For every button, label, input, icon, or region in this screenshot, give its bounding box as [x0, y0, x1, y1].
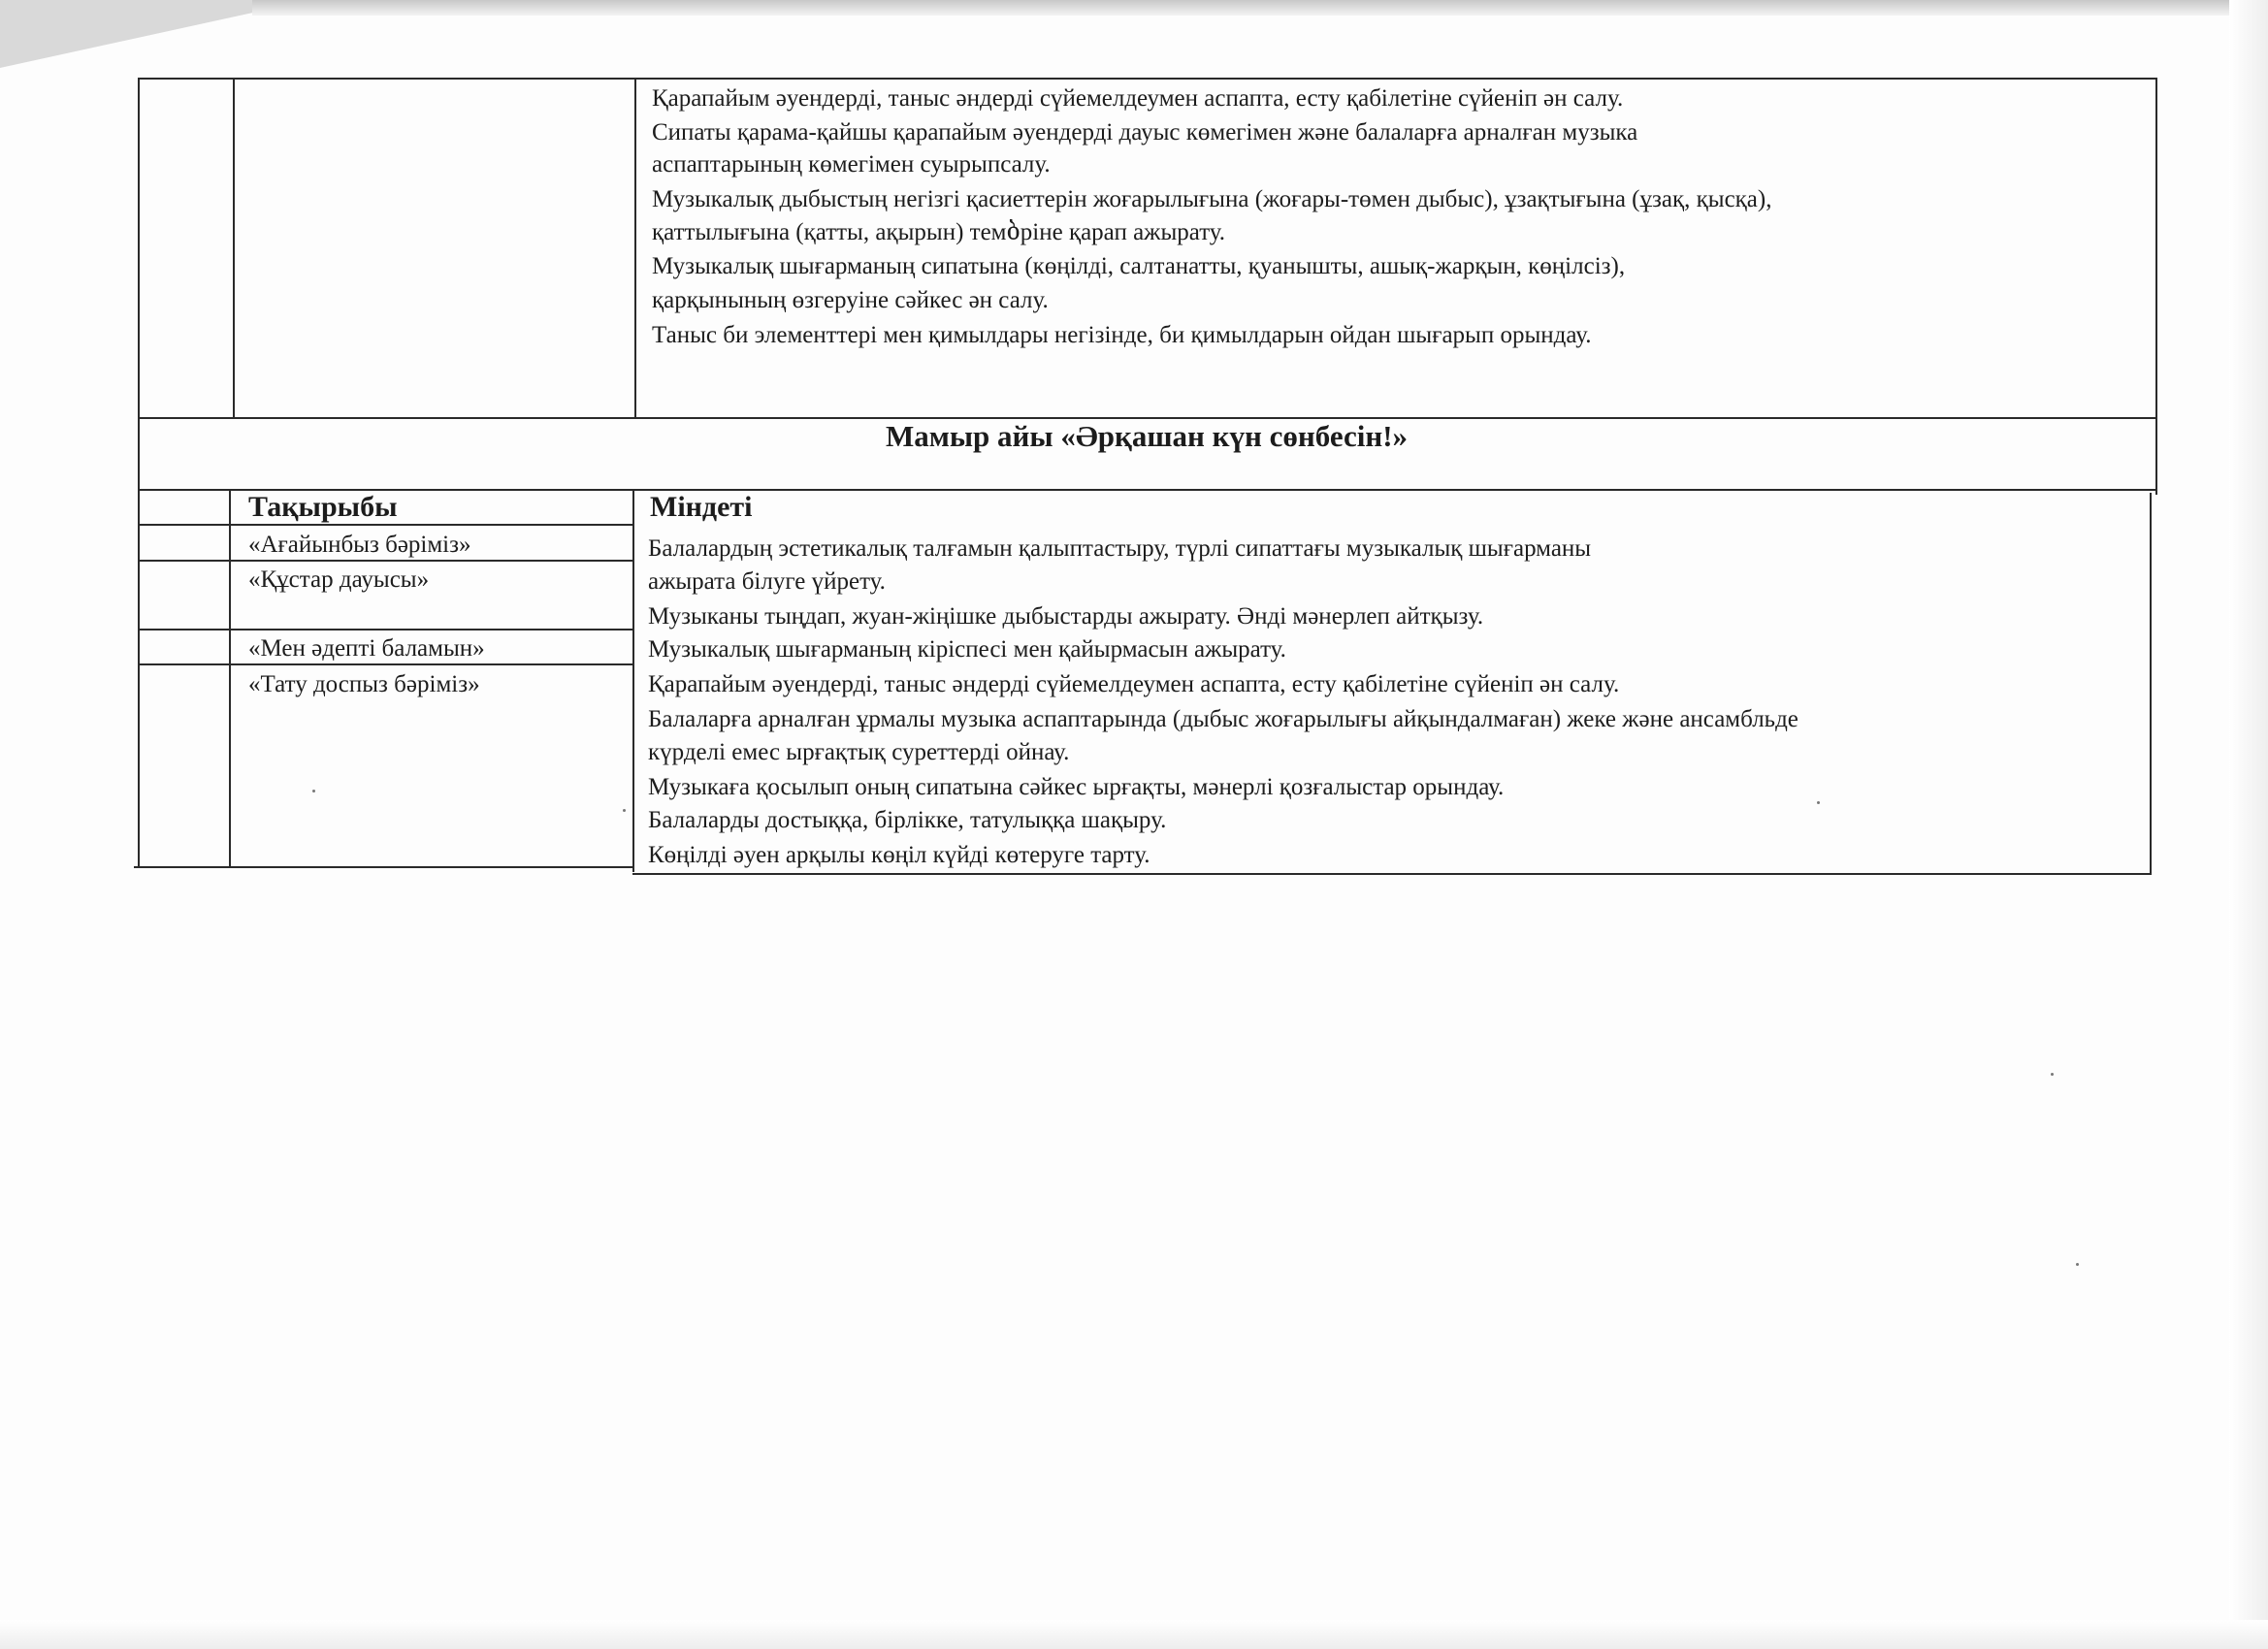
topic-cell: «Тату доспыз бәріміз» [248, 671, 480, 697]
scan-speck [623, 809, 626, 812]
header-topic: Тақырыбы [248, 491, 398, 523]
topic-cell: «Құстар дауысы» [248, 566, 430, 593]
scan-speck [312, 790, 315, 792]
task-line: Балалардың эстетикалық талғамын қалыптастыру, түрлі сипаттағы музыкалық шығарманы [648, 535, 1592, 562]
upper-col2-divider [634, 78, 636, 417]
task-line: Музыканы тыңдап, жуан-жіңішке дыбыстарды ажырату. Әнді мәнерлеп айтқызу. [648, 603, 1484, 630]
header-task: Міндеті [650, 491, 753, 523]
topic-cell: «Ағайынбыз бәріміз» [248, 532, 471, 558]
upper-col1-divider [233, 78, 235, 417]
scan-speck [1817, 801, 1820, 804]
task-line: Музыкалық шығарманың кіріспесі мен қайырмасын ажырату. [648, 636, 1286, 663]
upper-right-border [2155, 78, 2157, 422]
upper-task-line: Музыкалық шығарманың сипатына (көңілді, салтанатты, қуанышты, ашық-жарқын, көңілсіз), [652, 253, 1626, 279]
lower-left-border [138, 489, 140, 867]
topic-cell: «Мен әдепті баламын» [248, 635, 485, 662]
task-line: Көңілді әуен арқылы көңіл күйді көтеруге тарту. [648, 842, 1150, 868]
upper-task-line: Музыкалық дыбыстың негізгі қасиеттерін жоғарылығына (жоғары-төмен дыбыс), ұзақтығына (ұзақ, қысқа), [652, 186, 1772, 212]
task-line: ажырата білуге үйрету. [648, 568, 886, 595]
upper-task-line: аспаптарының көмегімен суырыпсалу. [652, 151, 1051, 178]
lower-bottom-border-right [632, 873, 2152, 875]
section-right-border [2155, 417, 2157, 495]
upper-task-line: Сипаты қарама-қайшы қарапайым әуендерді дауыс көмегімен және балаларға арналған музыка [652, 119, 1638, 146]
scan-bottom-edge [0, 1620, 2268, 1649]
upper-task-line: қарқынының өзгеруіне сәйкес ән салу. [652, 287, 1049, 313]
row-divider [138, 524, 634, 526]
lower-col1-divider [229, 489, 231, 867]
lower-bottom-border-left [134, 866, 634, 868]
task-line: Балаларға арналған ұрмалы музыка аспаптарында (дыбыс жоғарылығы айқындалмаған) жеке және ансамбльде [648, 706, 1798, 732]
section-title: Мамыр айы «Әрқашан күн сөнбесін!» [885, 419, 1409, 453]
upper-task-line: Қарапайым әуендерді, таныс әндерді сүйемелдеумен аспапта, есту қабілетіне сүйеніп ән салу. [652, 85, 1624, 112]
row-divider [138, 629, 634, 630]
scan-speck [2051, 1073, 2054, 1076]
lower-col2-divider [632, 489, 634, 872]
task-line: күрделі емес ырғақтық суреттерді ойнау. [648, 739, 1070, 765]
scan-top-edge [252, 0, 2268, 16]
scan-speck [2076, 1263, 2079, 1266]
task-line: Қарапайым әуендерді, таныс әндерді сүйемелдеумен аспапта, есту қабілетіне сүйеніп ән салу. [648, 671, 1620, 697]
upper-task-line: қаттылығына (қатты, ақырын) темბріне қарап ажырату. [652, 219, 1226, 245]
upper-left-border [138, 78, 140, 417]
task-line: Музыкаға қосылып оның сипатына сәйкес ырғақты, мәнерлі қозғалыстар орындау. [648, 774, 1505, 800]
lower-top-border [138, 489, 2157, 491]
task-line: Балаларды достыққа, бірлікке, татулыққа шақыру. [648, 807, 1167, 833]
lower-right-border [2150, 493, 2152, 875]
upper-top-border [138, 78, 2157, 80]
scan-right-edge [2229, 0, 2268, 1649]
upper-task-line: Таныс би элементтері мен қимылдары негізінде, би қимылдарын ойдан шығарып орындау. [652, 322, 1592, 348]
